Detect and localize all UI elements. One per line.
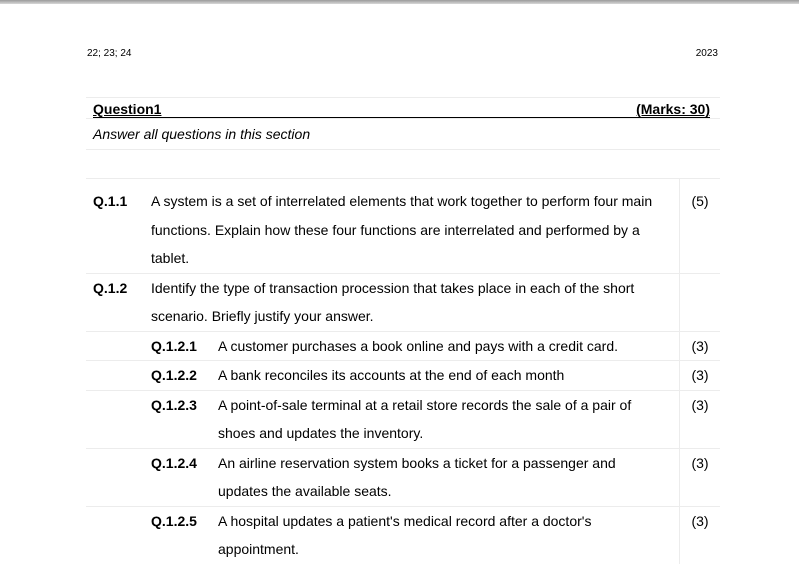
spacer-row bbox=[86, 179, 720, 187]
question-number: Q.1.2 bbox=[86, 273, 143, 331]
header-year: 2023 bbox=[695, 48, 718, 59]
subquestion-marks: (3) bbox=[680, 361, 721, 391]
subquestion-number: Q.1.2.2 bbox=[143, 361, 210, 391]
subquestion-marks: (3) bbox=[680, 331, 721, 361]
subquestion-number: Q.1.2.5 bbox=[143, 506, 210, 564]
question-marks-empty bbox=[680, 273, 721, 331]
header-left-code: 22; 23; 24 bbox=[87, 48, 132, 59]
section-instruction: Answer all questions in this section bbox=[86, 118, 720, 150]
question-row-q12 bbox=[86, 273, 720, 331]
question-section bbox=[86, 97, 720, 564]
question-text: Identify the type of transaction procession that takes place in each of the short scenario. Briefly justify your answer. bbox=[143, 273, 680, 331]
question-heading bbox=[86, 97, 720, 118]
question-marks: (Marks: 30) bbox=[636, 101, 710, 117]
question-number: Q.1.1 bbox=[93, 193, 128, 209]
question-title: Question1 bbox=[93, 101, 162, 117]
question-marks: (5) bbox=[680, 187, 721, 273]
subquestion-text: A point-of-sale terminal at a retail store records the sale of a pair of shoes and updates the inventory. bbox=[210, 390, 680, 448]
subquestion-row bbox=[86, 506, 720, 564]
subquestion-row bbox=[86, 361, 720, 391]
subquestion-number: Q.1.2.4 bbox=[143, 448, 210, 506]
subquestion-number: Q.1.2.1 bbox=[143, 331, 210, 361]
subquestion-text: A hospital updates a patient's medical record after a doctor's appointment. bbox=[210, 506, 680, 564]
subquestion-number: Q.1.2.3 bbox=[143, 390, 210, 448]
subquestion-marks: (3) bbox=[680, 390, 721, 448]
questions-table bbox=[86, 179, 720, 564]
heading-underline bbox=[93, 117, 710, 118]
subquestion-text: A bank reconciles its accounts at the end of each month bbox=[210, 361, 680, 391]
window-top-edge bbox=[0, 0, 799, 4]
subquestion-marks: (3) bbox=[680, 506, 721, 564]
subquestion-row bbox=[86, 448, 720, 506]
subquestion-row bbox=[86, 331, 720, 361]
subquestion-marks: (3) bbox=[680, 448, 721, 506]
subquestion-text: An airline reservation system books a ticket for a passenger and updates the available seats. bbox=[210, 448, 680, 506]
question-text: A system is a set of interrelated elements that work together to perform four main functions. Explain how these four functions are interrelated and performed by a tablet. bbox=[151, 193, 653, 266]
subquestion-text: A customer purchases a book online and pays with a credit card. bbox=[210, 331, 680, 361]
subquestion-row bbox=[86, 390, 720, 448]
question-row-q11 bbox=[86, 187, 720, 273]
blank-row bbox=[86, 150, 720, 179]
